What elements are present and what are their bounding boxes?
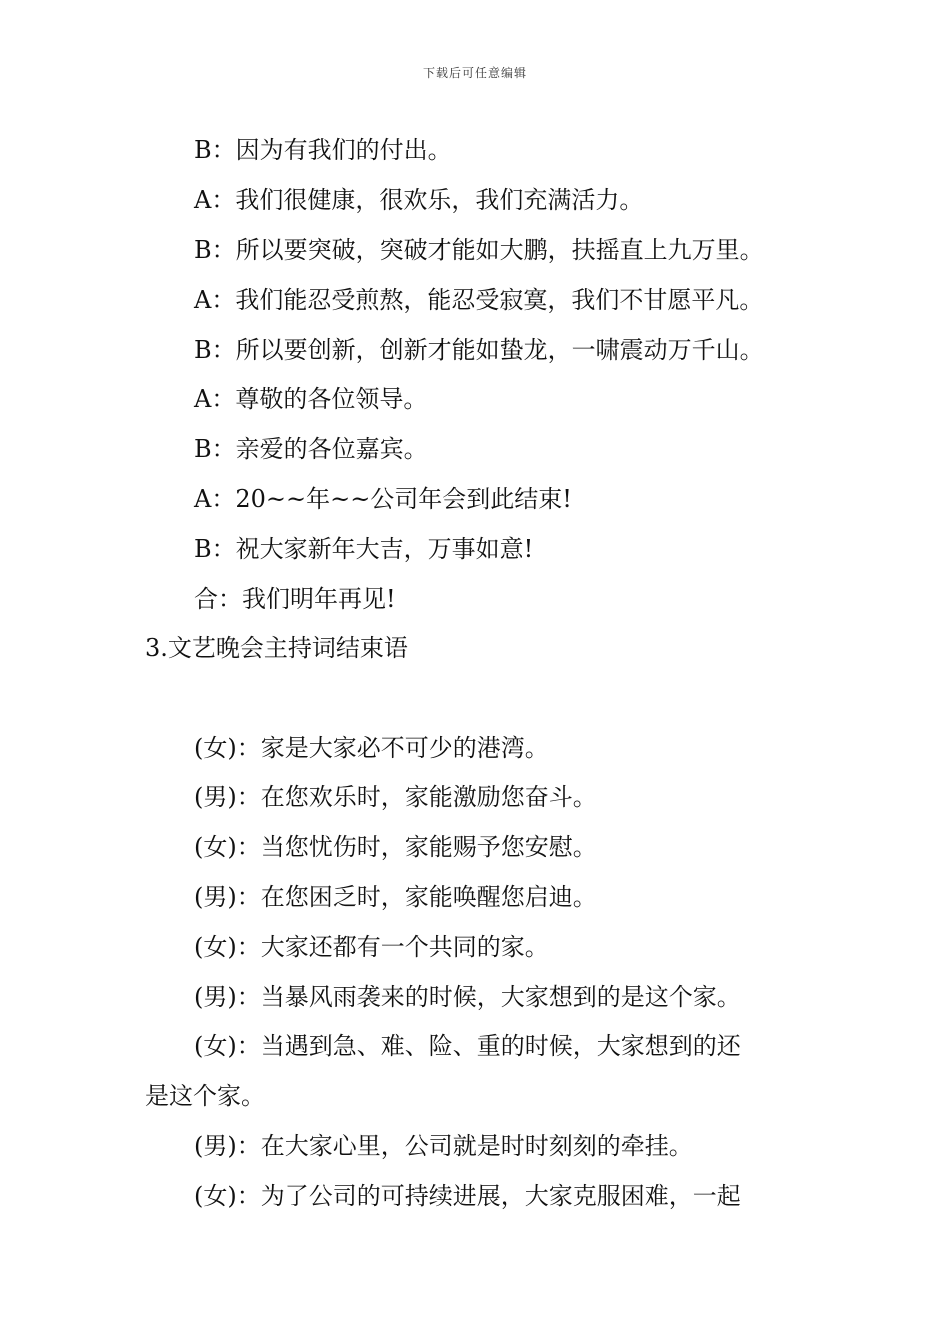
- dialogue-line: A：我们很健康，很欢乐，我们充满活力。: [194, 186, 644, 214]
- dialogue-line: B：祝大家新年大吉，万事如意!: [194, 535, 534, 563]
- dialogue-line: (女)：当您忧伤时，家能赐予您安慰。: [194, 833, 597, 861]
- dialogue-line: B：所以要创新，创新才能如蛰龙，一啸震动万千山。: [194, 336, 764, 364]
- dialogue-line: (女)：为了公司的可持续进展，大家克服困难，一起: [194, 1182, 741, 1210]
- dialogue-line: A：我们能忍受煎熬，能忍受寂寞，我们不甘愿平凡。: [194, 286, 764, 314]
- dialogue-line: 合：我们明年再见!: [194, 585, 396, 613]
- dialogue-line: (男)：在您欢乐时，家能激励您奋斗。: [194, 783, 597, 811]
- dialogue-line: A：尊敬的各位领导。: [194, 385, 428, 413]
- dialogue-line: (女)：大家还都有一个共同的家。: [194, 933, 549, 961]
- dialogue-line: (男)：当暴风雨袭来的时候，大家想到的是这个家。: [194, 983, 741, 1011]
- dialogue-line: (男)：在大家心里，公司就是时时刻刻的牵挂。: [194, 1132, 693, 1160]
- dialogue-line: (女)：家是大家必不可少的港湾。: [194, 734, 549, 762]
- dialogue-line: (男)：在您困乏时，家能唤醒您启迪。: [194, 883, 597, 911]
- dialogue-line-continuation: 是这个家。: [145, 1082, 265, 1110]
- dialogue-line: B：所以要突破，突破才能如大鹏，扶摇直上九万里。: [194, 236, 764, 264]
- page-header: 下载后可任意编辑: [422, 66, 527, 80]
- dialogue-line: B：亲爱的各位嘉宾。: [194, 435, 428, 463]
- dialogue-line: A：20~~年~~公司年会到此结束!: [194, 485, 572, 513]
- section-heading: 3.文艺晚会主持词结束语: [145, 634, 408, 662]
- dialogue-line: B：因为有我们的付出。: [194, 136, 452, 164]
- dialogue-line: (女)：当遇到急、难、险、重的时候，大家想到的还: [194, 1032, 741, 1060]
